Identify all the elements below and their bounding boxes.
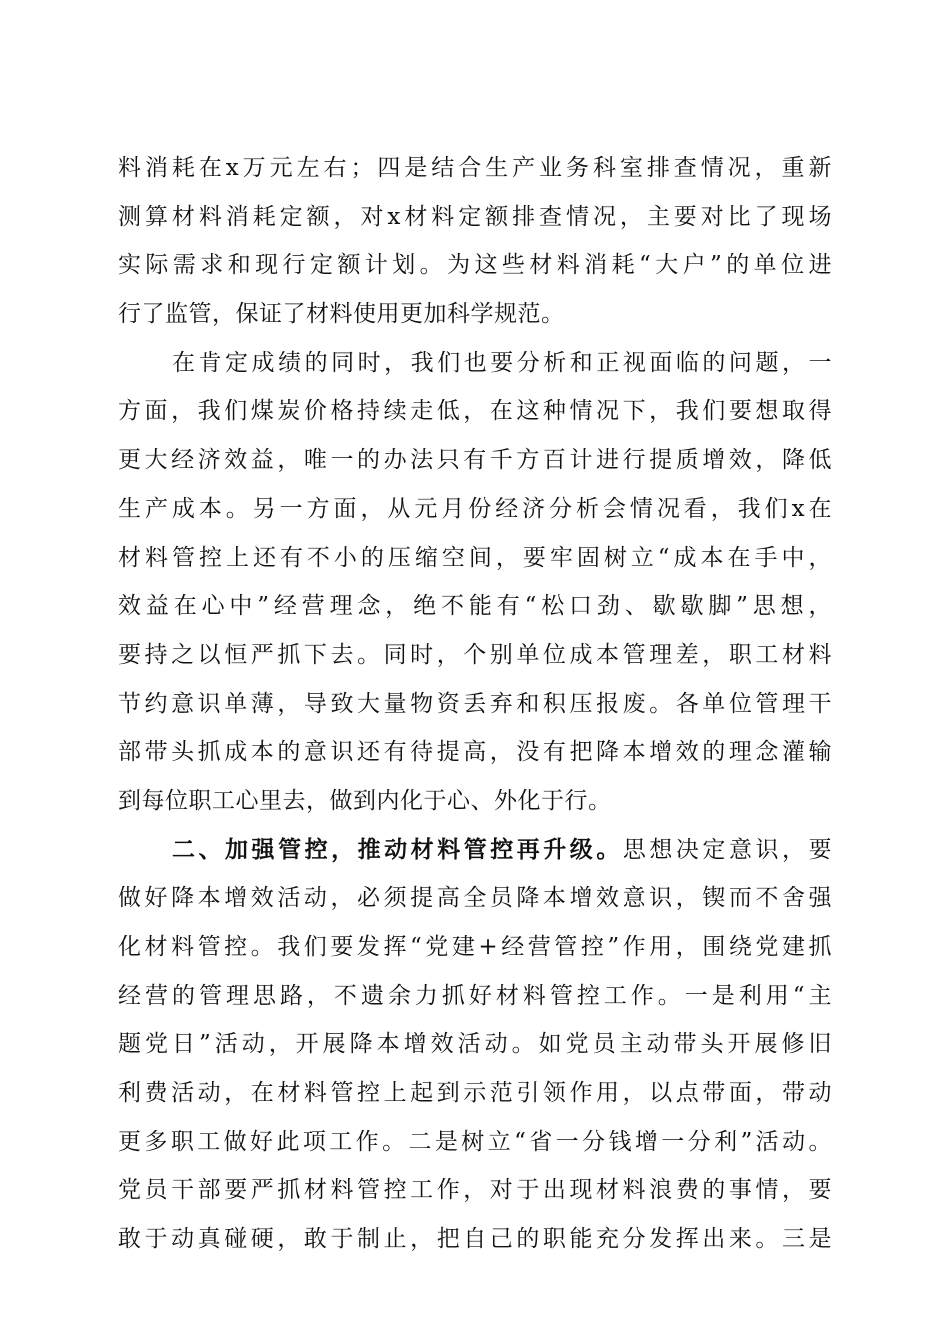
paragraph-3 bbox=[118, 826, 832, 1264]
text-line: 效益在心中”经营理念，绝不能有“松口劲、歇歇脚”思想， bbox=[118, 593, 832, 620]
text-line bbox=[118, 826, 832, 875]
text-line: 做好降本增效活动，必须提高全员降本增效意识，锲而不舍强 bbox=[118, 885, 832, 912]
text-line: 更大经济效益，唯一的办法只有千方百计进行提质增效，降低 bbox=[118, 447, 832, 474]
text-line: 实际需求和现行定额计划。为这些材料消耗“大户”的单位进 bbox=[118, 252, 832, 279]
text-line: 要持之以恒严抓下去。同时，个别单位成本管理差，职工材料 bbox=[118, 641, 832, 668]
document-body bbox=[118, 144, 832, 1264]
text-line: 在肯定成绩的同时，我们也要分析和正视面临的问题，一 bbox=[172, 349, 832, 376]
text-line: 党员干部要严抓材料管控工作，对于出现材料浪费的事情，要 bbox=[118, 1177, 832, 1204]
text-line: 测算材料消耗定额，对x材料定额排查情况，主要对比了现场 bbox=[118, 203, 832, 230]
text-line: 部带头抓成本的意识还有待提高，没有把降本增效的理念灌输 bbox=[118, 739, 832, 766]
text-line: 生产成本。另一方面，从元月份经济分析会情况看，我们x在 bbox=[118, 495, 832, 522]
heading-line-rest: 思想决定意识，要 bbox=[622, 836, 833, 863]
text-line: 方面，我们煤炭价格持续走低，在这种情况下，我们要想取得 bbox=[118, 398, 832, 425]
text-line: 到每位职工心里去，做到内化于心、外化于行。 bbox=[118, 787, 612, 814]
text-line: 行了监管，保证了材料使用更加科学规范。 bbox=[118, 301, 565, 328]
text-line: 料消耗在x万元左右；四是结合生产业务科室排查情况，重新 bbox=[118, 155, 832, 181]
text-line: 题党日”活动，开展降本增效活动。如党员主动带头开展修旧 bbox=[118, 1031, 832, 1058]
text-line: 利费活动，在材料管控上起到示范引领作用，以点带面，带动 bbox=[118, 1080, 832, 1107]
text-line: 材料管控上还有不小的压缩空间，要牢固树立“成本在手中， bbox=[118, 544, 832, 571]
section-heading: 二、加强管控，推动材料管控再升级。 bbox=[172, 836, 623, 863]
text-line: 化材料管控。我们要发挥“党建+经营管控”作用，围绕党建抓 bbox=[118, 934, 832, 960]
text-line: 经营的管理思路，不遗余力抓好材料管控工作。一是利用“主 bbox=[118, 982, 832, 1009]
text-line: 敢于动真碰硬，敢于制止，把自己的职能充分发挥出来。三是 bbox=[118, 1226, 832, 1253]
text-line: 节约意识单薄，导致大量物资丢弃和积压报废。各单位管理干 bbox=[118, 690, 832, 717]
paragraph-2 bbox=[118, 339, 832, 826]
paragraph-1 bbox=[118, 144, 832, 339]
text-line: 更多职工做好此项工作。二是树立“省一分钱增一分利”活动。 bbox=[118, 1128, 832, 1155]
